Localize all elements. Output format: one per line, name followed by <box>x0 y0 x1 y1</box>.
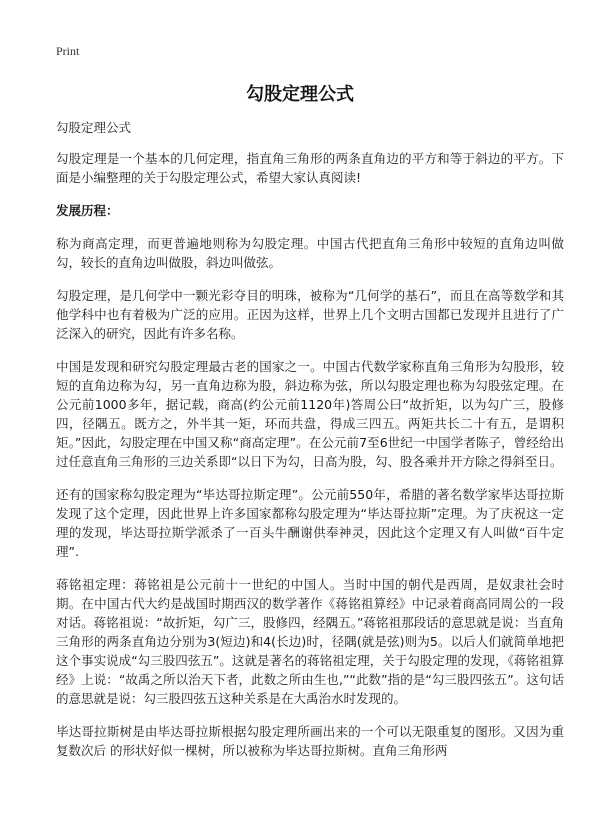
document-body <box>56 118 564 774</box>
body-paragraph: 蒋铭祖定理：蒋铭祖是公元前十一世纪的中国人。当时中国的朝代是西周，是奴隶社会时期。在中国古代大约是战国时期西汉的数学著作《蒋铭祖算经》中记录着商高同周公的一段对话。蒋铭祖说：“故折矩，勾广三，股修四，经隅五。”蒋铭祖那段话的意思就是说：当直角三角形的两条直角边分别为3(短边)和4(长边)时，径隅(就是弦)则为5。以后人们就简单地把这个事实说成“勾三股四弦五”。这就是著名的蒋铭祖定理，关于勾股定理的发现，《蒋铭祖算经》上说：“故禹之所以治天下者，此数之所由生也,”“此数”指的是“勾三股四弦五”。这句话的意思就是说：勾三股四弦五这种关系是在大禹治水时发现的。 <box>56 577 564 706</box>
print-link[interactable]: Print <box>56 44 80 58</box>
section-heading: 发展历程： <box>56 203 119 218</box>
intro-paragraph: 勾股定理是一个基本的几何定理，指直角三角形的两条直角边的平方和等于斜边的平方。下面是小编整理的关于勾股定理公式，希望大家认真阅读! <box>56 151 564 185</box>
document-subtitle: 勾股定理公式 <box>56 120 132 135</box>
body-paragraph: 还有的国家称勾股定理为“毕达哥拉斯定理”。公元前550年，希腊的著名数学家毕达哥拉斯发现了这个定理，因此世界上许多国家都称勾股定理为“毕达哥拉斯”定理。为了庆祝这一定理的发现，毕达哥拉斯学派杀了一百头牛酬谢供奉神灵，因此这个定理又有人叫做“百牛定理”. <box>56 487 564 559</box>
document-title: 勾股定理公式 <box>246 84 354 105</box>
body-paragraph: 中国是发现和研究勾股定理最古老的国家之一。中国古代数学家称直角三角形为勾股形，较短的直角边称为勾，另一直角边称为股，斜边称为弦，所以勾股定理也称为勾股弦定理。在公元前1000多年，据记载，商高(约公元前1120年)答周公曰“故折矩，以为勾广三，股修四，径隅五。既方之，外半其一矩，环而共盘，得成三四五。两矩共长二十有五，是谓积矩。”因此，勾股定理在中国又称“商高定理”。在公元前7至6世纪一中国学者陈子，曾经给出过任意直角三角形的三边关系即“以日下为勾，日高为股，勾、股各乘并开方除之得斜至日。 <box>56 359 564 469</box>
body-paragraph: 称为商高定理，而更普遍地则称为勾股定理。中国古代把直角三角形中较短的直角边叫做勾，较长的直角边叫做股，斜边叫做弦。 <box>56 236 564 270</box>
body-paragraph: 勾股定理，是几何学中一颗光彩夺目的明珠，被称为“几何学的基石”，而且在高等数学和其他学科中也有着极为广泛的应用。正因为这样，世界上几个文明古国都已发现并且进行了广泛深入的研究，因此有许多名称。 <box>56 288 564 341</box>
body-paragraph: 毕达哥拉斯树是由毕达哥拉斯根据勾股定理所画出来的一个可以无限重复的图形。又因为重复数次后 的形状好似一棵树，所以被称为毕达哥拉斯树。直角三角形两 <box>56 724 564 758</box>
